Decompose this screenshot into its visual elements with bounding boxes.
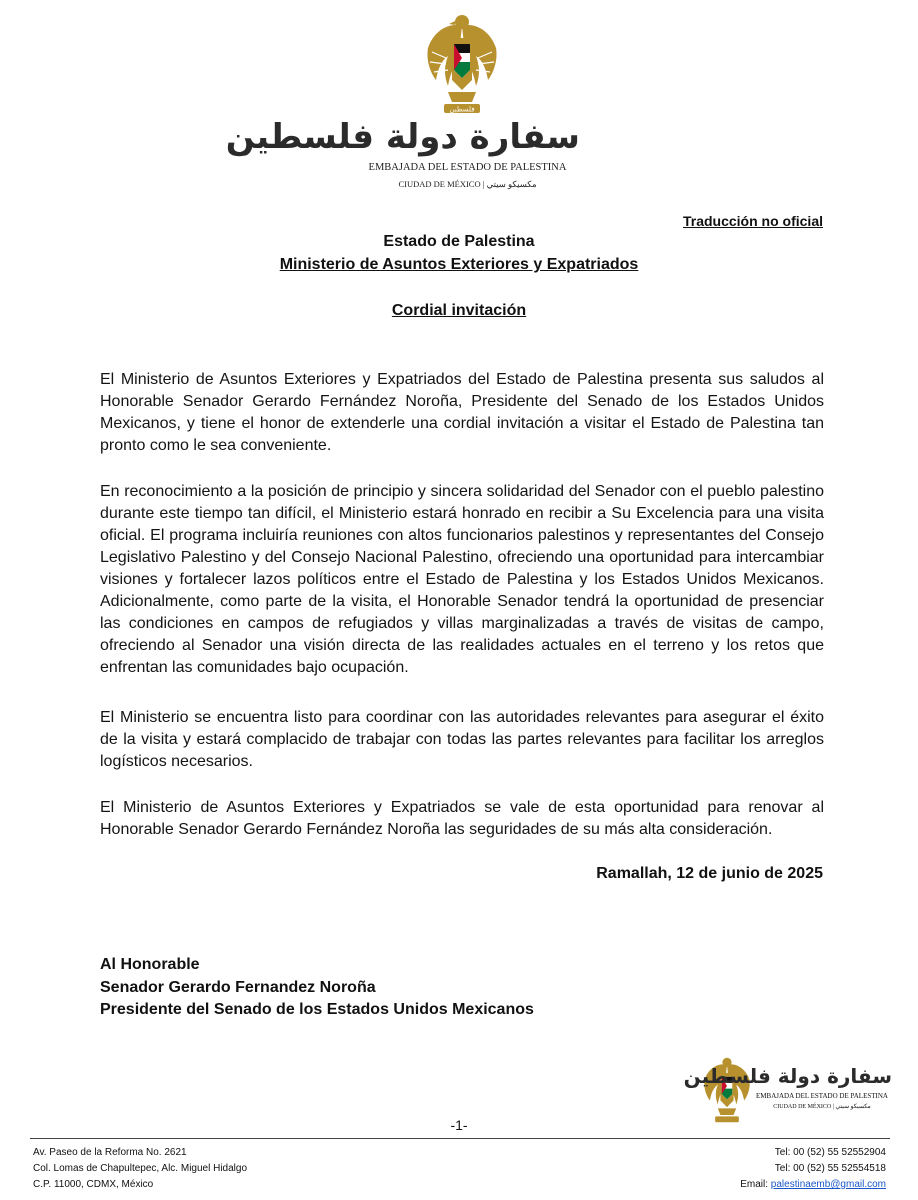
palestine-eagle-crest-icon bbox=[424, 8, 500, 120]
embassy-arabic-title: سفارة دولة فلسطين bbox=[225, 117, 580, 157]
footer-address-line: C.P. 11000, CDMX, México bbox=[33, 1179, 154, 1190]
embassy-name-small: EMBAJADA DEL ESTADO DE PALESTINA bbox=[756, 1092, 888, 1100]
embassy-city: CIUDAD DE MÉXICO | مكسيكو سيتي bbox=[398, 179, 537, 189]
embassy-city-small: CIUDAD DE MÉXICO | مكسيكو سيتي bbox=[773, 1104, 871, 1110]
footer-email-label: Email: bbox=[740, 1179, 769, 1190]
footer-address-line: Av. Paseo de la Reforma No. 2621 bbox=[33, 1147, 187, 1158]
body-paragraph: El Ministerio se encuentra listo para coordinar con las autoridades relevantes para asegurar el éxito de la visita y estará complacido de trabajar con todas las partes relevantes para facilitar los arreglos logísticos necesarios. bbox=[100, 709, 824, 770]
body-paragraph: El Ministerio de Asuntos Exteriores y Expatriados del Estado de Palestina presenta sus saludos al Honorable Senador Gerardo Fernández Noroña, Presidente del Senado de los Estados Unidos Mexicanos, y tiene el honor de extenderle una cordial invitación a visitar el Estado de Palestina tan pronto como le sea conveniente. bbox=[100, 371, 824, 454]
state-heading: Estado de Palestina bbox=[383, 233, 535, 250]
body-paragraph: En reconocimiento a la posición de principio y sincera solidaridad del Senador con el pueblo palestino durante este tiempo tan difícil, el Ministerio estará honrado en recibir a Su Excelencia para una visita oficial. El programa incluiría reuniones con altos funcionarios palestinos y representantes del Consejo Legislativo Palestino y del Consejo Nacional Palestino, ofreciendo una oportunidad para intercambiar visiones y fortalecer lazos políticos entre el Estado de Palestina y los Estados Unidos Mexicanos. Adicionalmente, como parte de la visita, el Honorable Senador tendrá la oportunidad de presenciar las condiciones en campos de refugiados y villas marginalizadas a través de visitas de campo, ofreciendo al Senador una visión directa de las realidades actuales en el terreno y los retos que enfrentan las comunidades bajo ocupación. bbox=[100, 483, 824, 676]
ministry-heading: Ministerio de Asuntos Exteriores y Expatriados bbox=[279, 256, 639, 273]
embassy-name: EMBAJADA DEL ESTADO DE PALESTINA bbox=[368, 162, 567, 173]
unofficial-translation-note: Traducción no oficial bbox=[682, 213, 823, 229]
crest-caption: فلسطين bbox=[449, 105, 475, 114]
invitation-title: Cordial invitación bbox=[391, 302, 527, 319]
footer-divider bbox=[30, 1138, 890, 1139]
footer-phone: Tel: 00 (52) 55 52554518 bbox=[774, 1163, 886, 1174]
page-number: -1- bbox=[450, 1117, 468, 1133]
footer-email-line bbox=[740, 1178, 886, 1192]
place-and-date: Ramallah, 12 de junio de 2025 bbox=[596, 865, 823, 882]
addressee-title: Presidente del Senado de los Estados Unidos Mexicanos bbox=[100, 1001, 534, 1018]
embassy-arabic-title-small: سفارة دولة فلسطين bbox=[683, 1064, 892, 1088]
body-paragraph: El Ministerio de Asuntos Exteriores y Expatriados se vale de esta oportunidad para renovar al Honorable Senador Gerardo Fernández Noroña las seguridades de su más alta consideración. bbox=[100, 799, 824, 838]
addressee-salutation: Al Honorable bbox=[100, 956, 200, 973]
addressee-name: Senador Gerardo Fernandez Noroña bbox=[100, 979, 376, 996]
footer-address-line: Col. Lomas de Chapultepec, Alc. Miguel Hidalgo bbox=[33, 1163, 248, 1174]
footer-phone: Tel: 00 (52) 55 52552904 bbox=[774, 1147, 886, 1158]
footer-email-link[interactable]: palestinaemb@gmail.com bbox=[770, 1179, 886, 1190]
